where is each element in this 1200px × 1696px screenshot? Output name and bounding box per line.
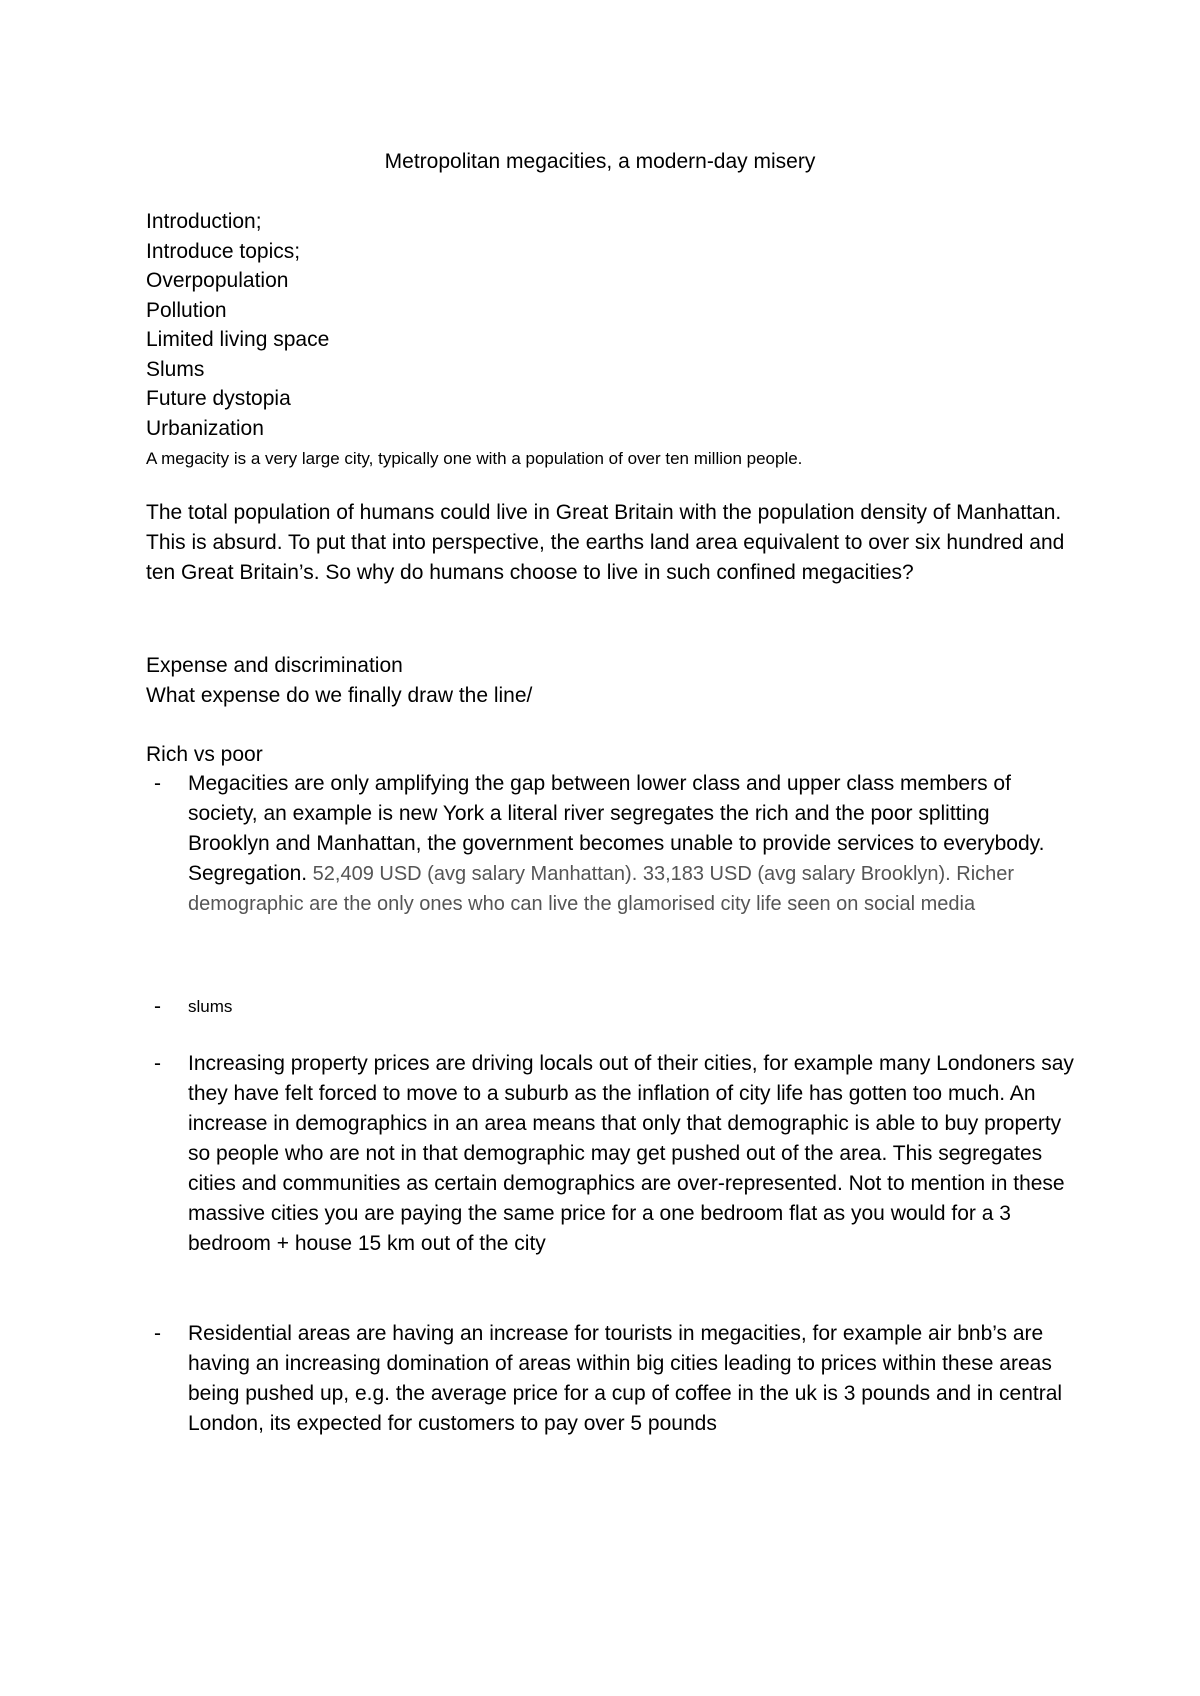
topic-item: Limited living space: [146, 328, 330, 351]
topic-item: Slums: [146, 357, 205, 381]
expense-heading: Expense and discrimination: [146, 654, 403, 677]
topic-item: Urbanization: [146, 416, 264, 440]
bullet-dash: -: [154, 772, 161, 795]
bullet-item: [146, 1319, 1076, 1439]
bullet-item: [146, 1049, 1076, 1259]
bullet-text: Increasing property prices are driving locals out of their cities, for example many Londoners say they have felt forced to move to a suburb as the inflation of city life has gotten too much. An increase in demographics in an area means that only that demographic is able to buy property so people who are not in that demographic may get pushed out of the area. This segregates cities and communities as certain demographics are over-represented. Not to mention in these massive cities you are paying the same price for a one bedroom flat as you would for a 3 bedroom + house 15 km out of the city: [188, 1052, 1074, 1255]
salary-note: 52,409 USD (avg salary Manhattan). 33,183 USD (avg salary Brooklyn). Richer demographic are the only ones who can live the glamorised city life seen on social media: [188, 863, 1015, 915]
megacity-definition: A megacity is a very large city, typically one with a population of over ten million people.: [146, 449, 803, 468]
bullet-text: Residential areas are having an increase for tourists in megacities, for example air bnb’s are having an increasing domination of areas within big cities leading to prices within these areas being pushed up, e.g. the average price for a cup of coffee in the uk is 3 pounds and in central London, its expected for customers to pay over 5 pounds: [188, 1322, 1063, 1435]
bullet-item: [146, 992, 1076, 1022]
topic-item: Pollution: [146, 298, 227, 322]
expense-question: What expense do we finally draw the line/: [146, 684, 533, 707]
topic-list: [146, 207, 1046, 443]
bullet-text: slums: [188, 997, 233, 1016]
topic-item: Future dystopia: [146, 387, 291, 410]
rich-vs-poor-heading: Rich vs poor: [146, 743, 263, 766]
bullet-dash: -: [154, 995, 161, 1018]
intro-paragraph: The total population of humans could live in Great Britain with the population density of Manhattan. This is absurd. To put that into perspective, the earths land area equivalent to over six hundred and ten Great Britain’s. So why do humans choose to live in such confined megacities?: [146, 501, 1065, 584]
bullet-text: [188, 769, 1076, 919]
topic-item: Introduction;: [146, 210, 262, 233]
topic-item: Overpopulation: [146, 269, 289, 292]
bullet-dash: -: [154, 1052, 161, 1075]
bullet-item: [146, 769, 1076, 919]
bullet-dash: -: [154, 1322, 161, 1345]
topic-item: Introduce topics;: [146, 239, 301, 263]
document-title: Metropolitan megacities, a modern-day misery: [384, 150, 816, 173]
bullet-main-text: Megacities are only amplifying the gap between lower class and upper class members of society, an example is new York a literal river segregates the rich and the poor splitting Brooklyn and Manhattan, the government becomes unable to provide services to everybody. Segregation.: [188, 772, 1045, 885]
